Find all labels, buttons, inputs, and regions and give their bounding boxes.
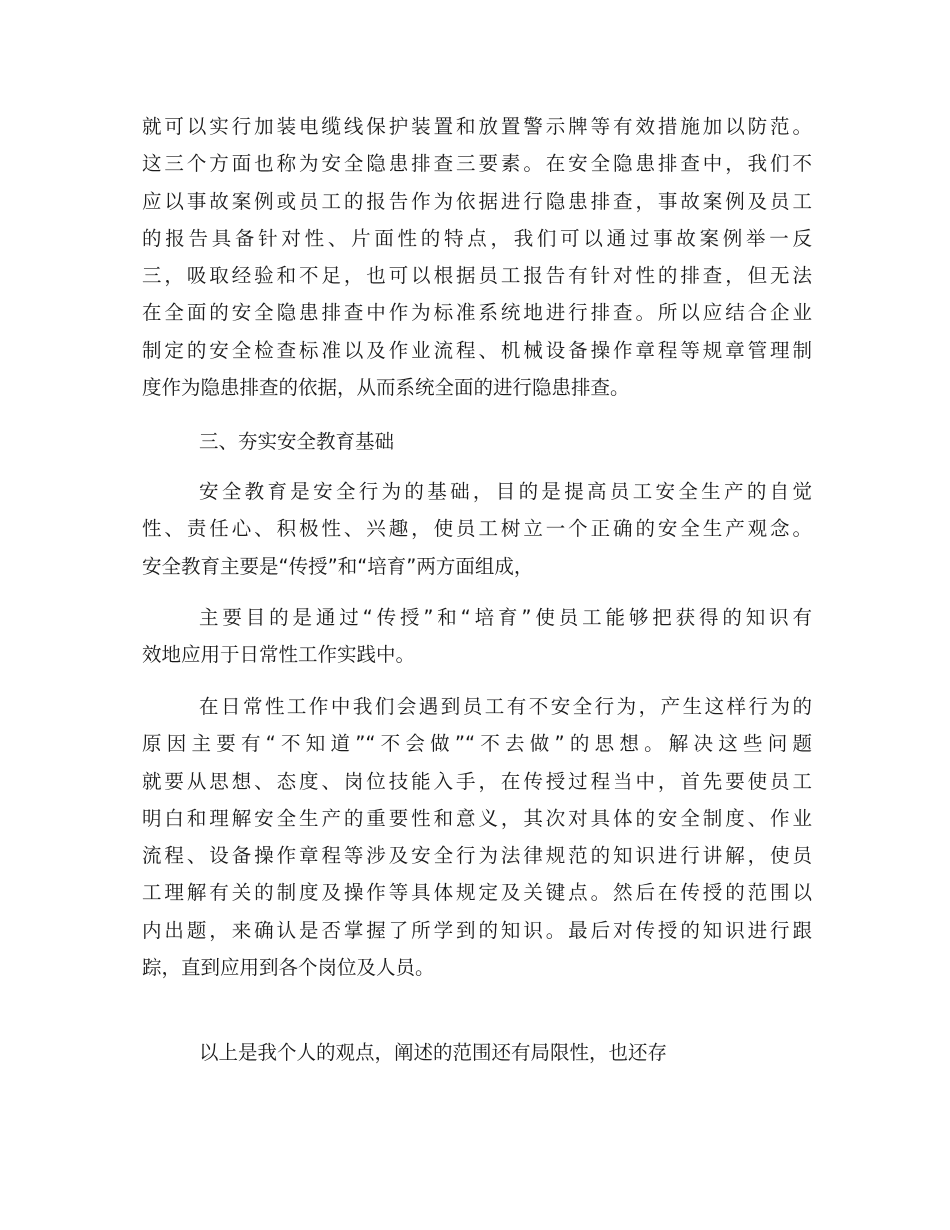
text-line: 工理解有关的制度及操作等具体规定及关键点。然后在传授的范围以 [142,881,812,905]
text-line: 就可以实行加装电缆线保护装置和放置警示牌等有效措施加以防范。 [142,115,812,138]
text-line: 踪，直到应用到各个岗位及人员。 [142,956,435,980]
text-line: 明白和理解安全生产的重要性和意义，其次对具体的安全制度、作业 [142,806,812,830]
paragraph-conclusion [142,1034,812,1071]
text-line: 效地应用于日常性工作实践中。 [142,643,416,667]
text-line: 的报告具备针对性、片面性的特点，我们可以通过事故案例举一反 [142,226,812,250]
text-line: 在日常性工作中我们会遇到员工有不安全行为，产生这样行为的 [199,695,812,718]
text-line: 原因主要有“不知道”“不会做”“不去做”的思想。解决这些问题 [142,732,812,756]
text-line: 这三个方面也称为安全隐患排查三要素。在安全隐患排查中，我们不 [142,152,812,176]
paragraph-safety-education [142,473,812,585]
text-line: 度作为隐患排查的依据，从而系统全面的进行隐患排查。 [142,376,630,400]
text-line: 三，吸取经验和不足，也可以根据员工报告有针对性的排查，但无法 [142,264,812,288]
paragraph-unsafe-behavior [142,688,812,986]
text-line: 以上是我个人的观点，阐述的范围还有局限性，也还存 [199,1041,668,1064]
text-line: 应以事故案例或员工的报告作为依据进行隐患排查，事故案例及员工 [142,189,812,213]
section-heading: 三、夯实安全教育基础 [199,430,395,453]
text-line: 在全面的安全隐患排查中作为标准系统地进行排查。所以应结合企业 [142,301,812,325]
text-line: 制定的安全检查标准以及作业流程、机械设备操作章程等规章管理制 [142,338,812,362]
text-line: 主要目的是通过“传授”和“培育”使员工能够把获得的知识有 [199,606,812,629]
text-line: 性、责任心、积极性、兴趣，使员工树立一个正确的安全生产观念。 [142,517,812,541]
text-line: 内出题，来确认是否掌握了所学到的知识。最后对传授的知识进行跟 [142,918,812,942]
text-line: 安全教育主要是“传授”和“培育”两方面组成， [142,554,534,578]
paragraph-hazard-inspection [142,108,812,406]
paragraph-education-purpose [142,599,812,674]
text-line: 就要从思想、态度、岗位技能入手，在传授过程当中，首先要使员工 [142,769,812,793]
text-line: 安全教育是安全行为的基础，目的是提高员工安全生产的自觉 [199,480,812,503]
text-line: 流程、设备操作章程等涉及安全行为法律规范的知识进行讲解，使员 [142,844,812,868]
